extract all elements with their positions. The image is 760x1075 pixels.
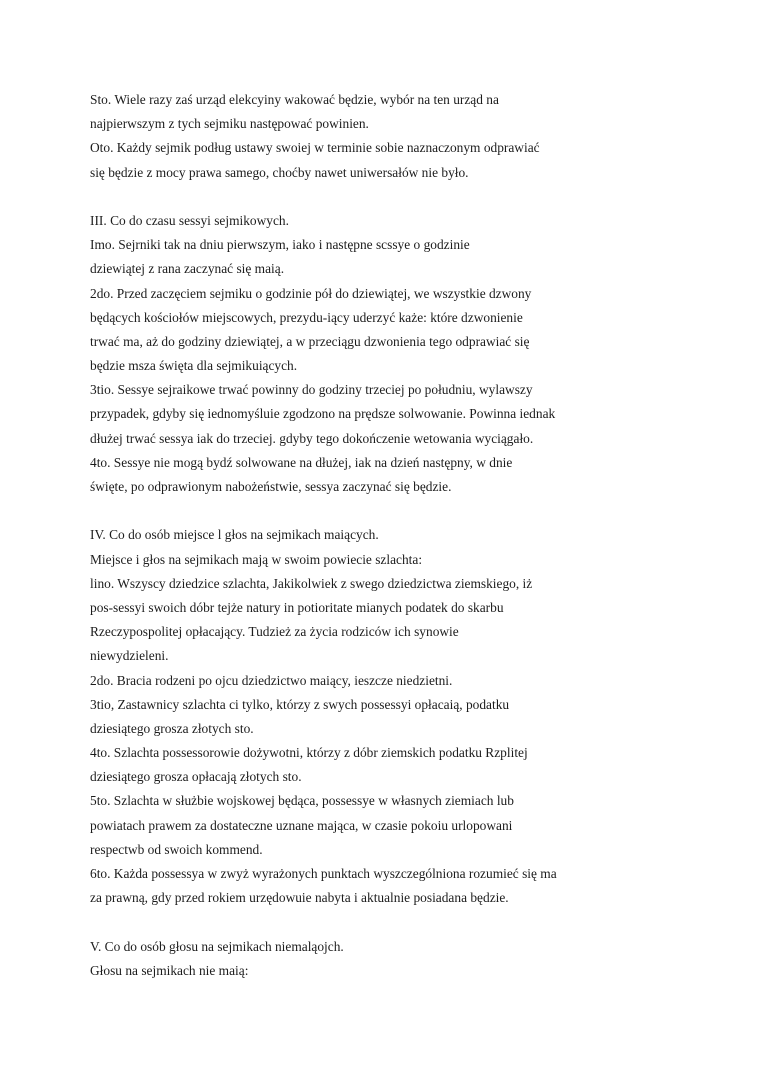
section-heading: III. Co do czasu sessyi sejmikowych. (90, 212, 289, 228)
text-line: się będzie z mocy prawa samego, choćby nawet uniwersałów nie było. (90, 164, 469, 180)
text-line: przypadek, gdyby się iednomyśluie zgodzono na prędsze solwowanie. Powinna iednak (90, 406, 556, 422)
text-line: dziewiątej z rana zaczynać się maią. (90, 261, 285, 277)
text-line: niewydzieleni. (90, 648, 169, 664)
text-line: Głosu na sejmikach nie maią: (90, 962, 249, 978)
blank-line (90, 185, 710, 209)
text-line: respectwb od swoich kommend. (90, 841, 263, 857)
text-line: 3tio. Sessye sejraikowe trwać powinny do godziny trzeciej po południu, wylawszy (90, 382, 533, 398)
text-line: dziesiątego grosza złotych sto. (90, 720, 254, 736)
text-line: 4to. Szlachta possessorowie dożywotni, którzy z dóbr ziemskich podatku Rzplitej (90, 745, 528, 761)
text-line: lino. Wszyscy dziedzice szlachta, Jakikolwiek z swego dziedzictwa ziemskiego, iż (90, 575, 533, 591)
text-line: będzie msza święta dla sejmikuiących. (90, 358, 298, 374)
document-body (90, 88, 710, 983)
text-line: 3tio, Zastawnicy szlachta ci tylko, którzy z swych possessyi opłacaią, podatku (90, 696, 510, 712)
text-line: najpierwszym z tych sejmiku następować powinien. (90, 116, 369, 132)
blank-line (90, 499, 710, 523)
section-heading: V. Co do osób głosu na sejmikach niemaląojch. (90, 938, 344, 954)
text-line: 5to. Szlachta w służbie wojskowej będąca, possessye w własnych ziemiach lub (90, 793, 514, 809)
text-line: będących kościołów miejscowych, prezydu-iący uderzyć każe: które dzwonienie (90, 309, 523, 325)
text-line: za prawną, gdy przed rokiem urzędowuie nabyta i aktualnie posiadana będzie. (90, 890, 509, 906)
text-line: pos-sessyi swoich dóbr tejże natury in potioritate mianych podatek do skarbu (90, 599, 504, 615)
text-line: 6to. Każda possessya w zwyż wyrażonych punktach wyszczególniona rozumieć się ma (90, 866, 557, 881)
text-line: Sto. Wiele razy zaś urząd elekcyiny wakować będzie, wybór na ten urząd na (90, 92, 499, 107)
text-line: Oto. Każdy sejmik podług ustawy swoiej w terminie sobie naznaczonym odprawiać (90, 140, 540, 156)
text-line: Rzeczypospolitej opłacający. Tudzież za życia rodziców ich synowie (90, 624, 459, 640)
section-heading: IV. Co do osób miejsce l głos na sejmikach maiących. (90, 527, 379, 543)
text-line: święte, po odprawionym nabożeństwie, sessya zaczynać się będzie. (90, 479, 452, 494)
text-line: 2do. Przed zaczęciem sejmiku o godzinie pół do dziewiątej, we wszystkie dzwony (90, 285, 532, 301)
text-line: Imo. Sejrniki tak na dniu pierwszym, iako i następne scssye o godzinie (90, 237, 470, 253)
blank-line (90, 910, 710, 934)
text-line: powiatach prawem za dostateczne uznane mająca, w czasie pokoiu urlopowani (90, 817, 513, 833)
text-line: dziesiątego grosza opłacają złotych sto. (90, 769, 302, 785)
text-line: trwać ma, aż do godziny dziewiątej, a w przeciągu dzwonienia tego odprawiać się (90, 333, 530, 349)
text-line: dłużej trwać sessya iak do trzeciej. gdyby tego dokończenie wetowania wyciągało. (90, 430, 534, 446)
text-line: Miejsce i głos na sejmikach mają w swoim powiecie szlachta: (90, 551, 423, 567)
text-line: 2do. Bracia rodzeni po ojcu dziedzictwo maiący, ieszcze niedzietni. (90, 672, 453, 688)
text-line: 4to. Sessye nie mogą bydź solwowane na dłużej, iak na dzień następny, w dnie (90, 454, 513, 470)
